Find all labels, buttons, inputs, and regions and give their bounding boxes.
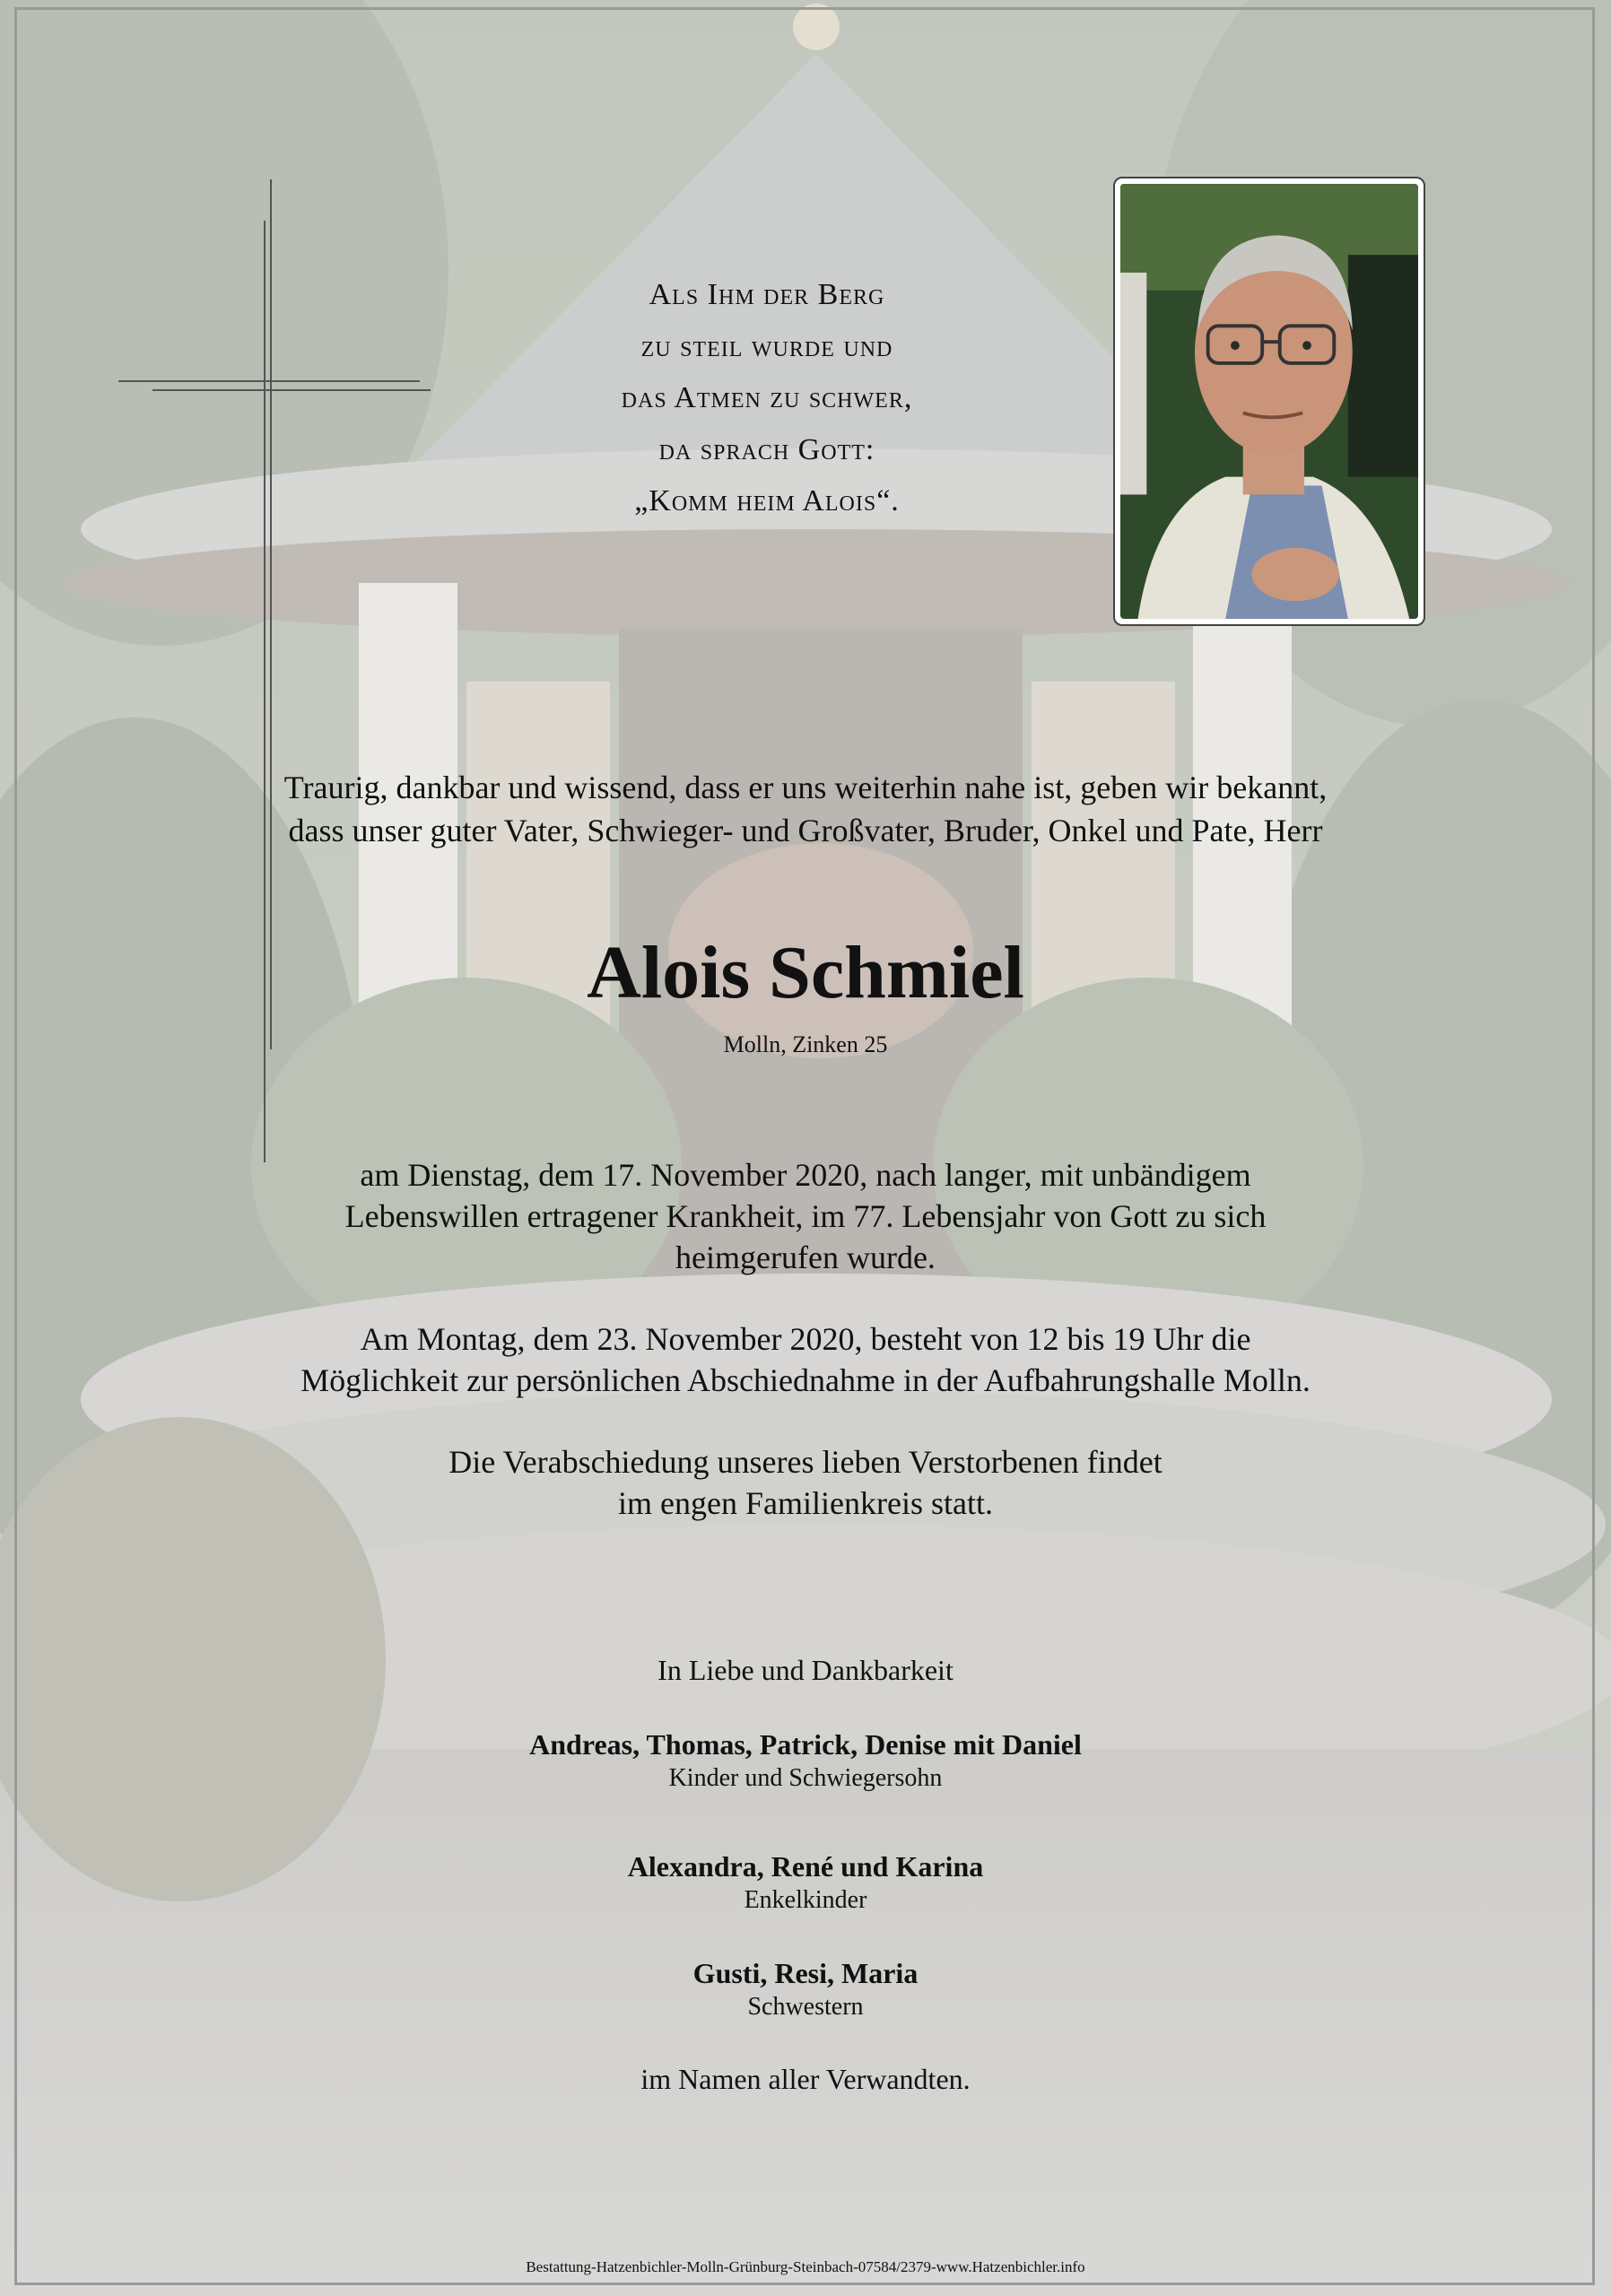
farewell-paragraph (0, 1441, 1611, 1524)
family-role: Schwestern (747, 1993, 864, 2021)
signoff-text: im Namen aller Verwandten. (640, 2063, 971, 2095)
footer-funeral-home: Bestattung-Hatzenbichler-Molln-Grünburg-Steinbach-07584/2379-www.Hatzenbichler.info (526, 2258, 1085, 2275)
family-names: Gusti, Resi, Maria (692, 1957, 919, 1989)
family-role: Enkelkinder (744, 1886, 867, 1914)
poem-line: Als Ihm der Berg (649, 278, 885, 311)
portrait-photo (1113, 177, 1425, 626)
poem (502, 269, 1032, 527)
deceased-address: Molln, Zinken 25 (723, 1031, 888, 1057)
paragraph-line: Möglichkeit zur persönlichen Abschiednahme in der Aufbahrungshalle Molln. (300, 1362, 1311, 1398)
intro-line: dass unser guter Vater, Schwieger- und Großvater, Bruder, Onkel und Pate, Herr (288, 813, 1323, 848)
paragraph-line: am Dienstag, dem 17. November 2020, nach langer, mit unbändigem (360, 1157, 1251, 1193)
paragraph-line: Am Montag, dem 23. November 2020, besteht von 12 bis 19 Uhr die (360, 1321, 1251, 1357)
viewing-paragraph (0, 1318, 1611, 1401)
paragraph-line: im engen Familienkreis statt. (618, 1485, 993, 1521)
family-group-sisters (0, 1955, 1611, 2023)
family-group-children (0, 1726, 1611, 1795)
intro-text (0, 766, 1611, 852)
deceased-name: Alois Schmiel (587, 931, 1024, 1014)
poem-line: „Komm heim Alois“. (634, 484, 900, 517)
family-names: Andreas, Thomas, Patrick, Denise mit Daniel (529, 1728, 1082, 1761)
poem-line: zu steil wurde und (640, 329, 893, 363)
poem-line: das Atmen zu schwer, (621, 381, 913, 414)
closing-text: In Liebe und Dankbarkeit (657, 1654, 954, 1686)
family-names: Alexandra, René und Karina (627, 1850, 984, 1883)
death-announcement-paragraph (0, 1154, 1611, 1278)
intro-line: Traurig, dankbar und wissend, dass er uns weiterhin nahe ist, geben wir bekannt, (283, 770, 1328, 805)
family-group-grandchildren (0, 1848, 1611, 1917)
paragraph-line: Lebenswillen ertragener Krankheit, im 77. Lebensjahr von Gott zu sich (344, 1198, 1267, 1234)
paragraph-line: Die Verabschiedung unseres lieben Verstorbenen findet (448, 1444, 1163, 1480)
family-role: Kinder und Schwiegersohn (668, 1764, 943, 1792)
poem-line: da sprach Gott: (658, 432, 875, 466)
paragraph-line: heimgerufen wurde. (675, 1239, 936, 1275)
